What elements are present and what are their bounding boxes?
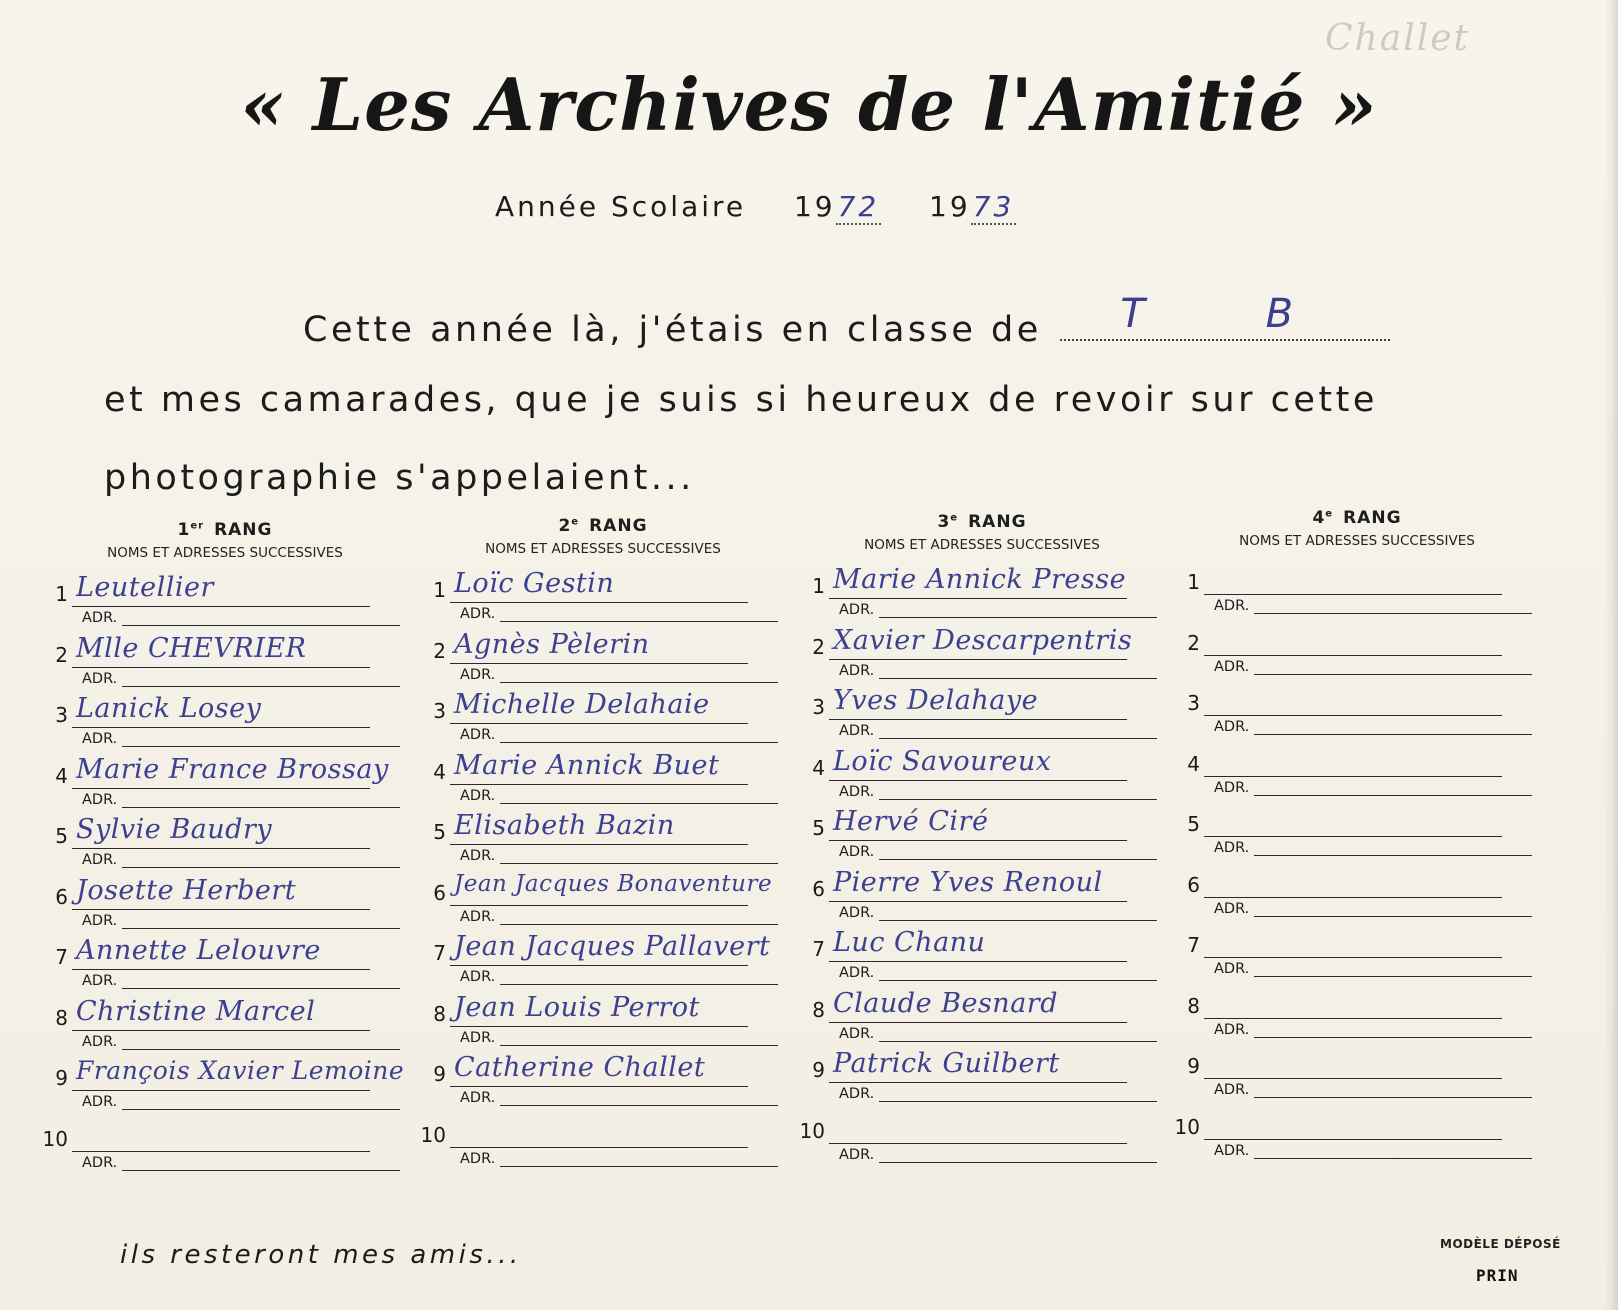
name-line bbox=[1204, 1018, 1502, 1019]
rang-subtitle: NOMS ET ADRESSES SUCCESSIVES bbox=[107, 545, 343, 561]
address-line bbox=[1254, 976, 1532, 977]
address-label: ADR. bbox=[82, 1094, 118, 1110]
list-item bbox=[418, 1052, 778, 1112]
name-line bbox=[1204, 1078, 1502, 1079]
row-number: 5 bbox=[1187, 812, 1200, 836]
name-line bbox=[72, 848, 370, 849]
row-number: 2 bbox=[1187, 630, 1200, 655]
row-number: 2 bbox=[55, 642, 68, 667]
name-line bbox=[1204, 594, 1502, 595]
address-line bbox=[879, 617, 1157, 618]
name-line bbox=[72, 667, 370, 668]
student-name: Claude Besnard bbox=[833, 987, 1058, 1019]
brand-logo: PRIN bbox=[1476, 1266, 1519, 1285]
row-number: 1 bbox=[812, 574, 825, 598]
row-number: 2 bbox=[812, 634, 825, 659]
name-line bbox=[829, 598, 1127, 599]
address-label: ADR. bbox=[82, 610, 118, 626]
student-name: Xavier Descarpentris bbox=[833, 624, 1133, 656]
year-start-handwritten: 72 bbox=[837, 190, 880, 223]
name-line bbox=[1204, 1139, 1502, 1140]
list-item bbox=[1172, 681, 1532, 741]
list-item bbox=[1172, 1105, 1532, 1165]
name-line bbox=[72, 1030, 370, 1031]
address-line bbox=[122, 1170, 400, 1171]
address-line bbox=[879, 799, 1157, 800]
address-line bbox=[122, 686, 400, 687]
address-label: ADR. bbox=[460, 1090, 496, 1106]
list-item bbox=[418, 871, 778, 931]
row-number: 9 bbox=[433, 1062, 446, 1086]
rang-subtitle: NOMS ET ADRESSES SUCCESSIVES bbox=[1239, 533, 1475, 549]
name-line bbox=[450, 784, 748, 785]
address-line bbox=[122, 988, 400, 989]
list-item bbox=[1172, 560, 1532, 620]
list-item bbox=[1172, 621, 1532, 681]
address-line bbox=[500, 742, 778, 743]
address-line bbox=[122, 1049, 400, 1050]
row-number: 5 bbox=[433, 820, 446, 844]
name-line bbox=[829, 1143, 1127, 1144]
rang-subtitle: NOMS ET ADRESSES SUCCESSIVES bbox=[485, 541, 721, 557]
student-name: Jean Louis Perrot bbox=[454, 991, 700, 1023]
row-number: 8 bbox=[1187, 993, 1200, 1018]
address-line bbox=[500, 984, 778, 985]
student-name: Luc Chanu bbox=[833, 927, 986, 958]
address-line bbox=[879, 738, 1157, 739]
address-line bbox=[500, 621, 778, 622]
student-name: Elisabeth Bazin bbox=[454, 810, 675, 841]
row-number: 8 bbox=[433, 1001, 446, 1026]
row-number: 5 bbox=[812, 816, 825, 840]
name-line bbox=[450, 844, 748, 845]
address-line bbox=[500, 1166, 778, 1167]
student-name: Yves Delahaye bbox=[833, 685, 1039, 716]
address-label: ADR. bbox=[460, 1150, 496, 1167]
address-label: ADR. bbox=[839, 904, 875, 921]
address-line bbox=[500, 682, 778, 683]
student-name: Mlle CHEVRIER bbox=[76, 632, 307, 664]
address-label: ADR. bbox=[1214, 1021, 1250, 1038]
list-item bbox=[40, 572, 400, 632]
row-number: 4 bbox=[55, 763, 68, 788]
row-number: 7 bbox=[1187, 933, 1200, 957]
address-label: ADR. bbox=[82, 670, 118, 687]
row-number: 4 bbox=[433, 759, 446, 784]
row-number: 1 bbox=[55, 582, 68, 606]
list-item bbox=[40, 1056, 405, 1116]
student-name: Josette Herbert bbox=[76, 874, 297, 906]
address-label: ADR. bbox=[460, 1029, 496, 1046]
row-number: 6 bbox=[1187, 872, 1200, 897]
name-line bbox=[1204, 776, 1502, 777]
row-number: 1 bbox=[433, 578, 446, 602]
rang-subtitle: NOMS ET ADRESSES SUCCESSIVES bbox=[864, 537, 1100, 553]
address-line bbox=[500, 863, 778, 864]
student-name: Marie Annick Buet bbox=[454, 749, 720, 781]
address-label: ADR. bbox=[82, 973, 118, 989]
address-label: ADR. bbox=[1214, 1082, 1250, 1098]
address-line bbox=[122, 867, 400, 868]
name-line bbox=[1204, 655, 1502, 656]
list-item bbox=[40, 935, 400, 995]
pencil-annotation: Challet bbox=[1325, 18, 1470, 59]
name-line bbox=[829, 1082, 1127, 1083]
rang-heading: 4e RANG bbox=[1312, 508, 1402, 528]
address-label: ADR. bbox=[1214, 658, 1250, 675]
row-number: 2 bbox=[433, 638, 446, 663]
row-number: 8 bbox=[55, 1005, 68, 1030]
student-name: Catherine Challet bbox=[454, 1052, 706, 1083]
address-line bbox=[500, 1105, 778, 1106]
row-number: 7 bbox=[55, 945, 68, 969]
address-label: ADR. bbox=[1214, 840, 1250, 856]
list-item bbox=[418, 810, 778, 870]
name-line bbox=[450, 1147, 748, 1148]
address-label: ADR. bbox=[460, 848, 496, 864]
student-name: Lanick Losey bbox=[76, 693, 262, 724]
list-item bbox=[1172, 984, 1532, 1044]
rang-column-2 bbox=[418, 516, 788, 1167]
modele-depose: MODÈLE DÉPOSÉ bbox=[1440, 1237, 1561, 1251]
address-label: ADR. bbox=[839, 602, 875, 618]
address-label: ADR. bbox=[839, 965, 875, 981]
address-label: ADR. bbox=[460, 969, 496, 985]
student-name: Jean Jacques Pallavert bbox=[454, 931, 771, 962]
student-name: Jean Jacques Bonaventure bbox=[454, 870, 773, 897]
row-number: 10 bbox=[1174, 1114, 1200, 1139]
list-item bbox=[797, 1048, 1157, 1108]
list-item bbox=[40, 633, 400, 693]
address-label: ADR. bbox=[82, 791, 118, 808]
list-item bbox=[1172, 863, 1532, 923]
name-line bbox=[1204, 897, 1502, 898]
address-label: ADR. bbox=[839, 844, 875, 860]
address-label: ADR. bbox=[1214, 598, 1250, 614]
name-line bbox=[72, 788, 370, 789]
name-line bbox=[829, 840, 1127, 841]
list-item bbox=[40, 875, 400, 935]
classe-value: T B bbox=[1120, 291, 1348, 337]
name-line bbox=[450, 663, 748, 664]
list-item bbox=[418, 992, 778, 1052]
address-line bbox=[500, 803, 778, 804]
student-name: Patrick Guilbert bbox=[833, 1048, 1060, 1079]
address-label: ADR. bbox=[82, 731, 118, 747]
address-line bbox=[1254, 1097, 1532, 1098]
rang-column-1 bbox=[40, 520, 410, 1171]
name-line bbox=[450, 602, 748, 603]
student-name: Hervé Ciré bbox=[833, 806, 989, 837]
address-label: ADR. bbox=[460, 908, 496, 925]
list-item bbox=[797, 806, 1157, 866]
name-line bbox=[72, 969, 370, 970]
list-item bbox=[797, 927, 1157, 987]
row-number: 3 bbox=[1187, 691, 1200, 715]
rang-heading: 2e RANG bbox=[558, 516, 648, 536]
address-label: ADR. bbox=[460, 727, 496, 743]
address-line bbox=[500, 1045, 778, 1046]
name-line bbox=[829, 961, 1127, 962]
student-name: Leutellier bbox=[76, 572, 214, 603]
address-line bbox=[122, 746, 400, 747]
student-name: Marie Annick Presse bbox=[833, 564, 1127, 595]
row-number: 7 bbox=[433, 941, 446, 965]
address-line bbox=[1254, 1158, 1532, 1159]
address-label: ADR. bbox=[839, 1086, 875, 1102]
student-name: Loïc Gestin bbox=[454, 568, 615, 599]
row-number: 9 bbox=[55, 1066, 68, 1090]
rang-column-3 bbox=[797, 512, 1167, 1163]
address-line bbox=[1254, 916, 1532, 917]
student-name: Sylvie Baudry bbox=[76, 814, 273, 845]
address-line bbox=[879, 980, 1157, 981]
list-item bbox=[797, 988, 1157, 1048]
address-line bbox=[879, 859, 1157, 860]
address-label: ADR. bbox=[1214, 900, 1250, 917]
name-line bbox=[72, 727, 370, 728]
name-line bbox=[829, 1022, 1127, 1023]
address-label: ADR. bbox=[839, 662, 875, 679]
year-start: 1972 bbox=[793, 190, 880, 223]
student-name: Marie France Brossay bbox=[76, 753, 389, 785]
row-number: 9 bbox=[812, 1058, 825, 1082]
row-number: 10 bbox=[799, 1118, 825, 1143]
address-line bbox=[879, 1101, 1157, 1102]
list-item bbox=[797, 867, 1157, 927]
row-number: 4 bbox=[812, 755, 825, 780]
row-number: 5 bbox=[55, 824, 68, 848]
classe-field bbox=[1060, 291, 1390, 341]
address-label: ADR. bbox=[460, 787, 496, 804]
address-label: ADR. bbox=[1214, 961, 1250, 977]
name-line bbox=[829, 719, 1127, 720]
address-line bbox=[122, 625, 400, 626]
address-line bbox=[500, 924, 778, 925]
address-label: ADR. bbox=[460, 666, 496, 683]
address-label: ADR. bbox=[82, 1154, 118, 1171]
student-name: Agnès Pèlerin bbox=[454, 628, 650, 660]
row-number: 1 bbox=[1187, 570, 1200, 594]
address-line bbox=[1254, 1037, 1532, 1038]
name-line bbox=[1204, 836, 1502, 837]
list-item bbox=[418, 1113, 778, 1173]
list-item bbox=[40, 754, 400, 814]
address-line bbox=[879, 1041, 1157, 1042]
intro-line-2: et mes camarades, que je suis si heureux de revoir sur cette bbox=[104, 380, 1378, 420]
name-line bbox=[1204, 715, 1502, 716]
address-label: ADR. bbox=[82, 1033, 118, 1050]
address-line bbox=[1254, 674, 1532, 675]
list-item bbox=[40, 996, 400, 1056]
student-name: François Xavier Lemoine bbox=[76, 1056, 405, 1085]
address-label: ADR. bbox=[839, 1025, 875, 1042]
address-line bbox=[122, 928, 400, 929]
list-item bbox=[797, 564, 1157, 624]
year-end: 1973 bbox=[929, 190, 1015, 223]
address-line bbox=[879, 1162, 1157, 1163]
name-line bbox=[1204, 957, 1502, 958]
list-item bbox=[1172, 802, 1532, 862]
address-line bbox=[122, 807, 400, 808]
address-line bbox=[1254, 795, 1532, 796]
list-item bbox=[418, 689, 778, 749]
row-number: 6 bbox=[812, 876, 825, 901]
address-line bbox=[1254, 613, 1532, 614]
name-line bbox=[72, 606, 370, 607]
rang-heading: 1er RANG bbox=[177, 520, 273, 540]
list-item bbox=[797, 625, 1157, 685]
name-line bbox=[450, 1026, 748, 1027]
list-item bbox=[418, 931, 778, 991]
list-item bbox=[1172, 742, 1532, 802]
row-number: 6 bbox=[55, 884, 68, 909]
name-line bbox=[829, 901, 1127, 902]
address-line bbox=[879, 678, 1157, 679]
student-name: Pierre Yves Renoul bbox=[833, 866, 1103, 898]
list-item bbox=[797, 1109, 1157, 1169]
row-number: 10 bbox=[420, 1122, 446, 1147]
address-label: ADR. bbox=[839, 1146, 875, 1163]
list-item bbox=[418, 568, 778, 628]
name-line bbox=[450, 905, 748, 906]
row-number: 8 bbox=[812, 997, 825, 1022]
list-item bbox=[418, 629, 778, 689]
list-item bbox=[1172, 1044, 1532, 1104]
intro-line-1: Cette année là, j'étais en classe de T B bbox=[303, 305, 1390, 350]
year-end-handwritten: 73 bbox=[972, 190, 1015, 223]
address-label: ADR. bbox=[839, 723, 875, 739]
list-item bbox=[1172, 923, 1532, 983]
student-name: Annette Lelouvre bbox=[76, 935, 321, 966]
list-item bbox=[797, 746, 1157, 806]
student-name: Christine Marcel bbox=[76, 995, 316, 1027]
row-number: 10 bbox=[42, 1126, 68, 1151]
name-line bbox=[72, 909, 370, 910]
row-number: 3 bbox=[433, 699, 446, 723]
address-label: ADR. bbox=[460, 606, 496, 622]
row-number: 4 bbox=[1187, 751, 1200, 776]
address-label: ADR. bbox=[1214, 1142, 1250, 1159]
address-line bbox=[122, 1109, 400, 1110]
list-item bbox=[797, 685, 1157, 745]
student-name: Loïc Savoureux bbox=[833, 745, 1052, 777]
name-line bbox=[829, 780, 1127, 781]
page-title: « Les Archives de l'Amitié » bbox=[240, 62, 1378, 147]
name-line bbox=[72, 1151, 370, 1152]
list-item bbox=[418, 750, 778, 810]
name-line bbox=[450, 1086, 748, 1087]
row-number: 3 bbox=[812, 695, 825, 719]
list-item bbox=[40, 1117, 400, 1177]
address-label: ADR. bbox=[1214, 719, 1250, 735]
row-number: 9 bbox=[1187, 1054, 1200, 1078]
name-line bbox=[72, 1090, 370, 1091]
row-number: 7 bbox=[812, 937, 825, 961]
name-line bbox=[829, 659, 1127, 660]
footer-text: ils resteront mes amis... bbox=[120, 1240, 522, 1270]
address-line bbox=[1254, 734, 1532, 735]
rang-heading: 3e RANG bbox=[937, 512, 1027, 532]
list-item bbox=[40, 814, 400, 874]
address-label: ADR. bbox=[839, 783, 875, 800]
school-year bbox=[495, 190, 1016, 223]
name-line bbox=[450, 965, 748, 966]
row-number: 6 bbox=[433, 880, 446, 905]
student-name: Michelle Delahaie bbox=[454, 689, 710, 720]
address-line bbox=[1254, 855, 1532, 856]
address-label: ADR. bbox=[82, 912, 118, 929]
address-label: ADR. bbox=[82, 852, 118, 868]
address-label: ADR. bbox=[1214, 779, 1250, 796]
address-line bbox=[879, 920, 1157, 921]
school-year-label: Année Scolaire bbox=[495, 190, 747, 223]
list-item bbox=[40, 693, 400, 753]
row-number: 3 bbox=[55, 703, 68, 727]
name-line bbox=[450, 723, 748, 724]
intro-line-3: photographie s'appelaient... bbox=[104, 458, 695, 498]
rang-column-4 bbox=[1172, 508, 1542, 1159]
